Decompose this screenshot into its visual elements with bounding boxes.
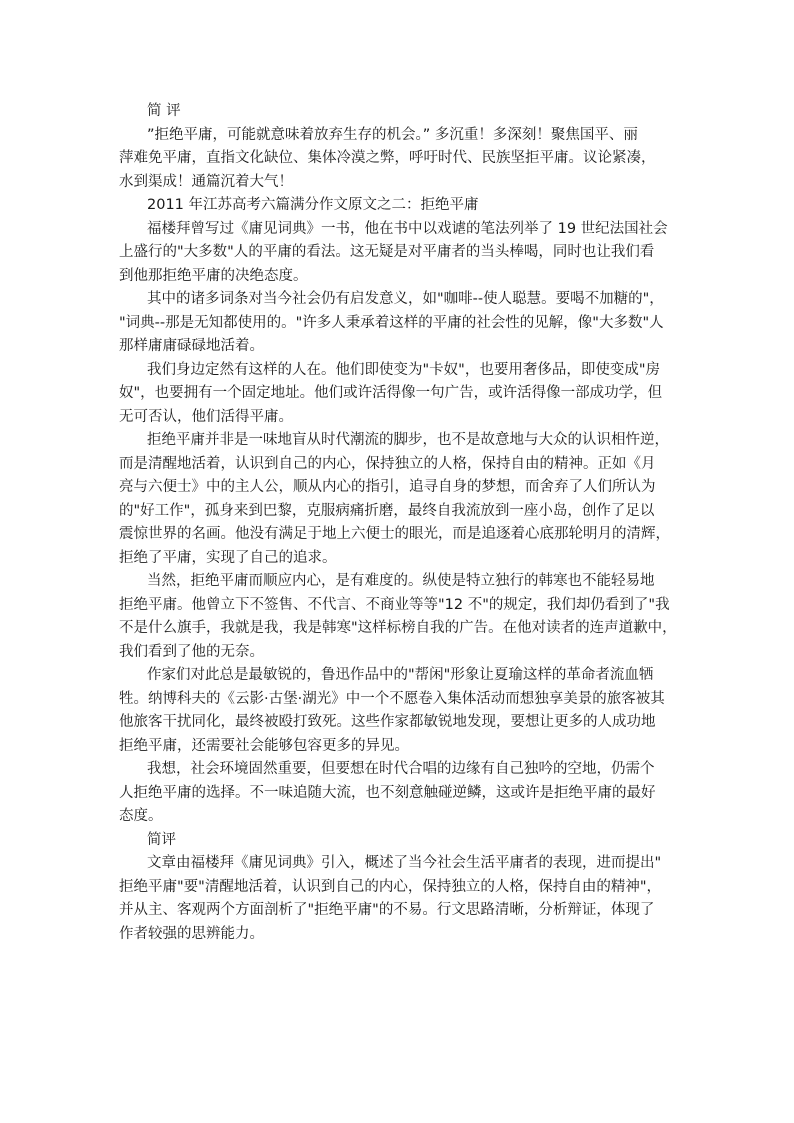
- text-line: 态度。: [119, 808, 163, 824]
- heading-brief-comment-1: [119, 100, 689, 124]
- text-line: 作者较强的思辨能力。: [119, 925, 264, 942]
- text-line: 那样庸庸碌碌地活着。: [119, 338, 264, 354]
- text-line: 的"好工作"，孤身来到巴黎，克服病痛折磨，最终自我流放到一座小岛，创作了足以: [119, 502, 655, 519]
- text-line: 上盛行的"大多数"人的平庸的看法。这无疑是对平庸者的当头棒喝，同时也让我们看: [119, 244, 655, 260]
- text-line: 我想，社会环境固然重要，但要想在时代合唱的边缘有自己独吟的空地，仍需个: [147, 761, 655, 777]
- text-line: 简评: [147, 831, 176, 848]
- text-line: 我们身边定然有这样的人在。他们即使变为"卡奴"，也要用奢侈品，即使变成"房: [147, 361, 661, 378]
- essay-title: [119, 194, 689, 218]
- text-line: 人拒绝平庸的选择。不一味追随大流，也不刻意触碰逆鳞，这或许是拒绝平庸的最好: [119, 784, 656, 801]
- paragraph-7: [119, 758, 689, 829]
- paragraph-comment-2: [119, 852, 689, 946]
- text-line: 震惊世界的名画。他没有满足于地上六便士的眼光，而是追逐着心底那轮明月的清辉，: [119, 526, 670, 542]
- text-line: 水到渠成！通篇沉着大气！: [119, 173, 293, 190]
- text-line: ”拒绝平庸，可能就意味着放弃生存的机会。” 多沉重！多深刻！聚焦国平、丽: [147, 126, 638, 143]
- paragraph-5: [119, 570, 689, 664]
- text-line: 无可否认，他们活得平庸。: [119, 408, 293, 425]
- paragraph-1: [119, 218, 689, 289]
- text-line: 文章由福楼拜《庸见词典》引入，概述了当今社会生活平庸者的表现，进而提出": [147, 855, 662, 871]
- text-line: 奴"，也要拥有一个固定地址。他们或许活得像一句广告，或许活得像一部成功学，但: [119, 385, 663, 401]
- text-line: 而是清醒地活着，认识到自己的内心，保持独立的人格，保持自由的精神。正如《月: [119, 455, 656, 472]
- text-line: 拒绝平庸并非是一味地盲从时代潮流的脚步，也不是故意地与大众的认识相忤逆，: [147, 432, 669, 448]
- text-line: 2011 年江苏高考六篇满分作文原文之二：拒绝平庸: [147, 197, 479, 213]
- text-line: 我们看到了他的无奈。: [119, 643, 264, 660]
- document-body: [119, 100, 689, 946]
- text-line: 福楼拜曾写过《庸见词典》一书，他在书中以戏谑的笔法列举了 19 世纪法国社会: [147, 220, 668, 237]
- text-line: 当然，拒绝平庸而顺应内心，是有难度的。纵使是特立独行的韩寒也不能轻易地: [147, 573, 655, 589]
- paragraph-6: [119, 664, 689, 758]
- text-line: 并从主、客观两个方面剖析了"拒绝平庸"的不易。行文思路清晰，分析辩证，体现了: [119, 902, 655, 918]
- text-line: 简 评: [147, 103, 181, 119]
- text-line: 其中的诸多词条对当今社会仍有启发意义，如"咖啡--使人聪慧。要喝不加糖的"，: [147, 291, 664, 307]
- text-line: 亮与六便士》中的主人公，顺从内心的指引，追寻自身的梦想，而舍弃了人们所认为: [119, 479, 656, 495]
- text-line: 拒绝平庸，还需要社会能够包容更多的异见。: [119, 737, 409, 754]
- text-line: 牲。纳博科夫的《云影·古堡·湖光》中一个不愿卷入集体活动而想独享美景的旅客被其: [119, 690, 665, 707]
- paragraph-2: [119, 288, 689, 359]
- text-line: 到他那拒绝平庸的决绝态度。: [119, 267, 308, 284]
- paragraph-4: [119, 429, 689, 570]
- heading-brief-comment-2: [119, 829, 689, 853]
- text-line: 他旅客干扰同化，最终被殴打致死。这些作家都敏锐地发现，要想让更多的人成功地: [119, 714, 656, 730]
- text-line: 作家们对此总是最敏锐的，鲁迅作品中的"帮闲"形象让夏瑜这样的革命者流血牺: [147, 667, 654, 683]
- paragraph-comment-1: [119, 124, 689, 195]
- text-line: "词典--那是无知都使用的。"许多人秉承着这样的平庸的社会性的见解，像"大多数"人: [119, 314, 664, 331]
- text-line: 拒绝平庸"要"清醒地活着，认识到自己的内心，保持独立的人格，保持自由的精神"，: [119, 878, 662, 895]
- text-line: 拒绝平庸。他曾立下不签售、不代言、不商业等等"12 不"的规定，我们却仍看到了"我: [119, 596, 670, 613]
- text-line: 不是什么旗手，我就是我，我是韩寒"这样标榜自我的广告。在他对读者的连声道歉中，: [119, 620, 677, 636]
- paragraph-3: [119, 359, 689, 430]
- text-line: 萍难免平庸，直指文化缺位、集体冷漠之弊，呼吁时代、民族坚拒平庸。议论紧凑，: [119, 150, 656, 166]
- text-line: 拒绝了平庸，实现了自己的追求。: [119, 549, 337, 566]
